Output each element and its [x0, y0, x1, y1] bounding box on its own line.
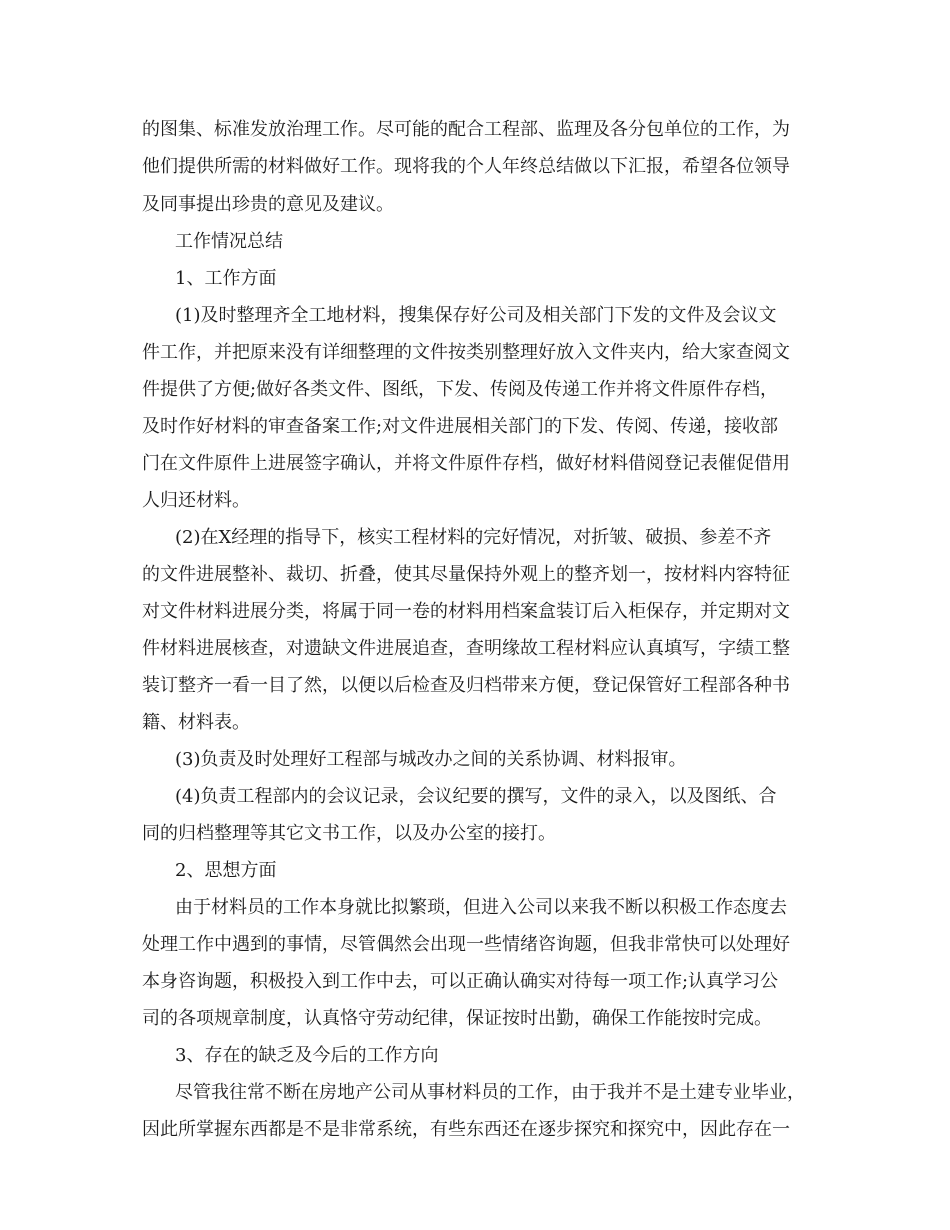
subsection-heading: 3、存在的缺乏及今后的工作方向 [175, 1045, 439, 1066]
text-line: 的文件进展整补、裁切、折叠，使其尽量保持外观上的整齐划一，按材料内容特征 [142, 564, 790, 585]
text-line: (2)在X经理的指导下，核实工程材料的完好情况，对折皱、破损、参差不齐 [175, 527, 772, 548]
text-line: 由于材料员的工作本身就比拟繁琐，但进入公司以来我不断以积极工作态度去 [175, 897, 787, 918]
text-line: 件工作，并把原来没有详细整理的文件按类别整理好放入文件夹内，给大家查阅文 [142, 342, 790, 363]
section-heading: 工作情况总结 [175, 231, 283, 252]
text-line: 件材料进展核查，对遗缺文件进展追查，查明缘故工程材料应认真填写，字绩工整 [142, 638, 790, 659]
text-line: 的图集、标准发放治理工作。尽可能的配合工程部、监理及各分包单位的工作，为 [142, 119, 790, 140]
text-line: 装订整齐一看一目了然，以便以后检查及归档带来方便，登记保管好工程部各种书 [142, 675, 790, 696]
text-line: 因此所掌握东西都是不是非常系统，有些东西还在逐步探究和探究中，因此存在一 [142, 1119, 790, 1140]
text-line: 对文件材料进展分类，将属于同一卷的材料用档案盒装订后入柜保存，并定期对文 [142, 601, 790, 622]
text-line: 门在文件原件上进展签字确认，并将文件原件存档，做好材料借阅登记表催促借用 [142, 453, 790, 474]
text-line: (4)负责工程部内的会议记录，会议纪要的撰写，文件的录入，以及图纸、合 [175, 786, 777, 807]
text-line: 件提供了方便;做好各类文件、图纸，下发、传阅及传递工作并将文件原件存档， [142, 379, 779, 400]
text-line: 本身咨询题，积极投入到工作中去，可以正确认确实对待每一项工作;认真学习公 [142, 971, 779, 992]
text-line: 人归还材料。 [142, 490, 250, 511]
text-line: 籍、材料表。 [142, 712, 250, 733]
text-line: 处理工作中遇到的事情，尽管偶然会出现一些情绪咨询题，但我非常快可以处理好 [142, 934, 790, 955]
text-line: 尽管我往常不断在房地产公司从事材料员的工作，由于我并不是土建专业毕业， [175, 1082, 805, 1103]
text-line: 同的归档整理等其它文书工作，以及办公室的接打。 [142, 823, 556, 844]
subsection-heading: 1、工作方面 [175, 268, 277, 289]
text-line: (1)及时整理齐全工地材料，搜集保存好公司及相关部门下发的文件及会议文 [175, 305, 777, 326]
text-line: 及时作好材料的审查备案工作;对文件进展相关部门的下发、传阅、传递，接收部 [142, 416, 779, 437]
text-line: 他们提供所需的材料做好工作。现将我的个人年终总结做以下汇报，希望各位领导 [142, 156, 790, 177]
text-line: (3)负责及时处理好工程部与城改办之间的关系协调、材料报审。 [175, 749, 687, 770]
text-line: 及同事提出珍贵的意见及建议。 [142, 194, 394, 215]
text-line: 司的各项规章制度，认真恪守劳动纪律，保证按时出勤，确保工作能按时完成。 [142, 1008, 772, 1029]
subsection-heading: 2、思想方面 [175, 860, 277, 881]
